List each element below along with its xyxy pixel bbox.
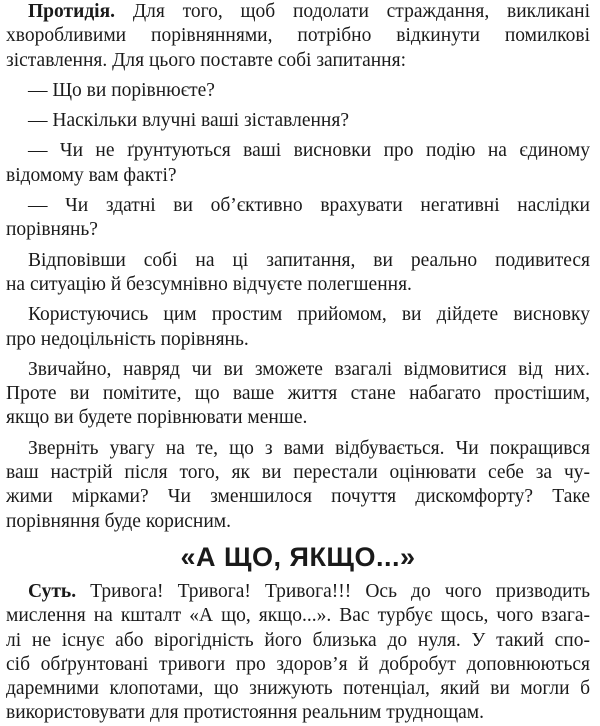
text-line: лі не існує або вірогідність його близька до нуля. У такий спо-: [6, 629, 590, 651]
question-4: [6, 194, 590, 243]
paragraph-essence: [6, 580, 590, 726]
text-line: про недоцільність порівнянь.: [6, 328, 249, 350]
text-line: — Чи не ґрунтуються ваші висновки про подію на єдиному: [28, 140, 590, 162]
text-line: на ситуацію й безсумнівно відчуєте полегшення.: [6, 273, 412, 295]
text-line: жими мірками? Чи зменшилося почуття дискомфорту? Таке: [6, 486, 590, 508]
text-line: Протидія. Для того, щоб подолати страждання, викликані: [28, 1, 590, 22]
text-line: Звичайно, навряд чи ви зможете взагалі відмовитися від них.: [28, 358, 590, 380]
section-heading: «А ЩО, ЯКЩО...»: [180, 541, 416, 572]
text-line: сіб обґрунтовані тривоги про здоров’я й добробут доповнюються: [6, 653, 590, 675]
text-line: порівняння буде корисним.: [6, 510, 231, 532]
text-line: даремними клопотами, що знижують потенціал, який ви могли б: [6, 678, 590, 700]
paragraph-naturally: [6, 358, 590, 431]
text-line: використовувати для протистояння реальним труднощам.: [6, 702, 485, 724]
question-3: [6, 139, 590, 188]
question-2: [6, 109, 590, 133]
text-line: Зверніть увагу на те, що з вами відбувається. Чи покращився: [28, 437, 590, 459]
paragraph-counteraction: [6, 0, 590, 73]
text-line: Користуючись цим простим прийомом, ви дійдете висновку: [28, 304, 590, 326]
text-line: ваш настрій після того, як ви перестали оцінювати себе за чу-: [6, 462, 590, 484]
text-line: порівнянь?: [6, 219, 98, 241]
paragraph-technique: [6, 303, 590, 352]
text-line: — Що ви порівнюєте?: [28, 79, 215, 101]
text-line: якщо ви будете порівнювати менше.: [6, 407, 308, 429]
text-line: відомому вам факті?: [6, 164, 177, 186]
text-line: Суть. Тривога! Тривога! Тривога!!! Ось до чого призводить: [28, 580, 590, 602]
text-line: хворобливими порівняннями, потрібно відкинути помилкові: [6, 25, 590, 47]
text-line: Відповівши собі на ці запитання, ви реально подивитеся: [28, 249, 590, 271]
text-line: мислення на кшталт «А що, якщо...». Вас турбує щось, чого взага-: [6, 605, 590, 627]
lead-term: Протидія.: [28, 1, 116, 22]
text-line: зіставлення. Для цього поставте собі запитання:: [6, 49, 406, 71]
question-1: [6, 79, 590, 103]
text-line: — Чи здатні ви об’єктивно врахувати негативні наслідки: [28, 195, 590, 217]
paragraph-answer: [6, 249, 590, 298]
paragraph-attention: [6, 437, 590, 534]
text-line: — Наскільки влучні ваші зіставлення?: [28, 110, 349, 132]
lead-term: Суть.: [28, 580, 77, 602]
text-line: Проте ви помітите, що ваше життя стане набагато простішим,: [6, 383, 590, 405]
